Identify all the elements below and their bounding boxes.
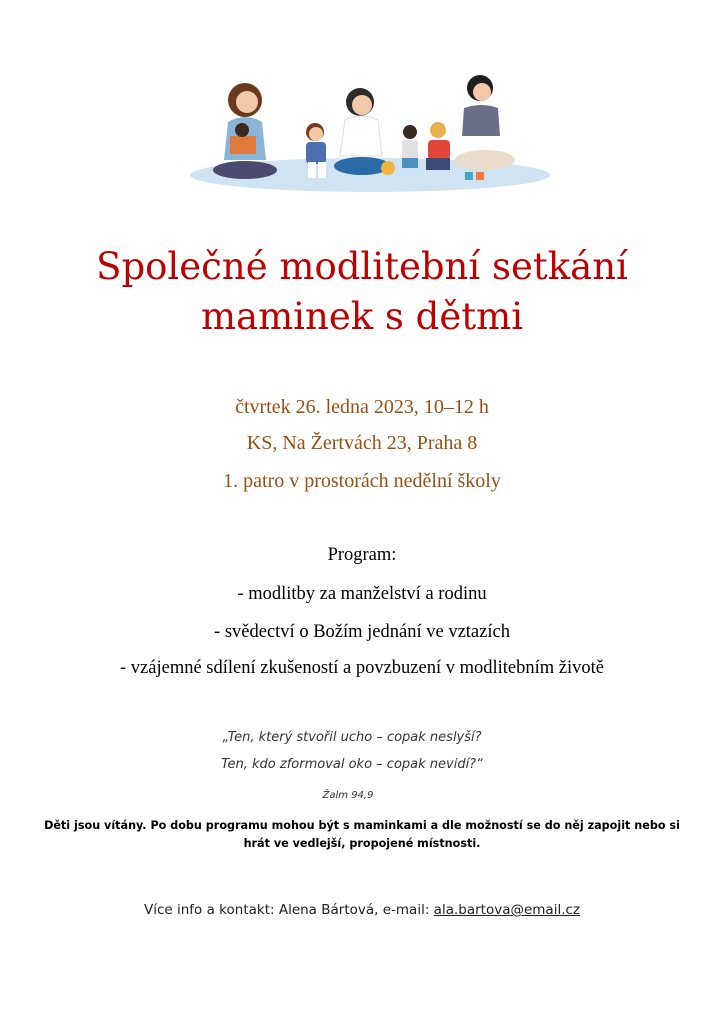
contact-email-link[interactable]: ala.bartova@email.cz bbox=[433, 902, 580, 918]
program-item: - vzájemné sdílení zkušeností a povzbuzení v modlitebním životě bbox=[120, 658, 604, 678]
mothers-with-children-illustration bbox=[180, 60, 560, 210]
contact-line bbox=[0, 901, 724, 919]
program-heading: Program: bbox=[327, 545, 397, 565]
quote-source: Žalm 94,9 bbox=[322, 790, 374, 801]
program-item: - modlitby za manželství a rodinu bbox=[237, 584, 487, 604]
title-line-2: maminek s dětmi bbox=[200, 295, 524, 338]
title-line-1: Společné modlitební setkání bbox=[96, 245, 628, 288]
quote-line-1: „Ten, který stvořil ucho – copak neslyší? bbox=[222, 730, 482, 745]
program-item: - svědectví o Božím jednání ve vztazích bbox=[214, 622, 510, 642]
event-date: čtvrtek 26. ledna 2023, 10–12 h bbox=[235, 396, 489, 418]
contact-label: Více info a kontakt: Alena Bártová, e-mail: bbox=[143, 902, 434, 918]
children-note: Děti jsou vítány. Po dobu programu mohou být s maminkami a dle možností se do něj zapojit nebo si hrát ve vedlejší, propojené místnosti. bbox=[44, 819, 680, 850]
quote-line-2: Ten, kdo zformoval oko – copak nevidí?“ bbox=[221, 757, 483, 772]
event-floor: 1. patro v prostorách nedělní školy bbox=[223, 470, 501, 492]
event-place: KS, Na Žertvách 23, Praha 8 bbox=[246, 432, 478, 454]
